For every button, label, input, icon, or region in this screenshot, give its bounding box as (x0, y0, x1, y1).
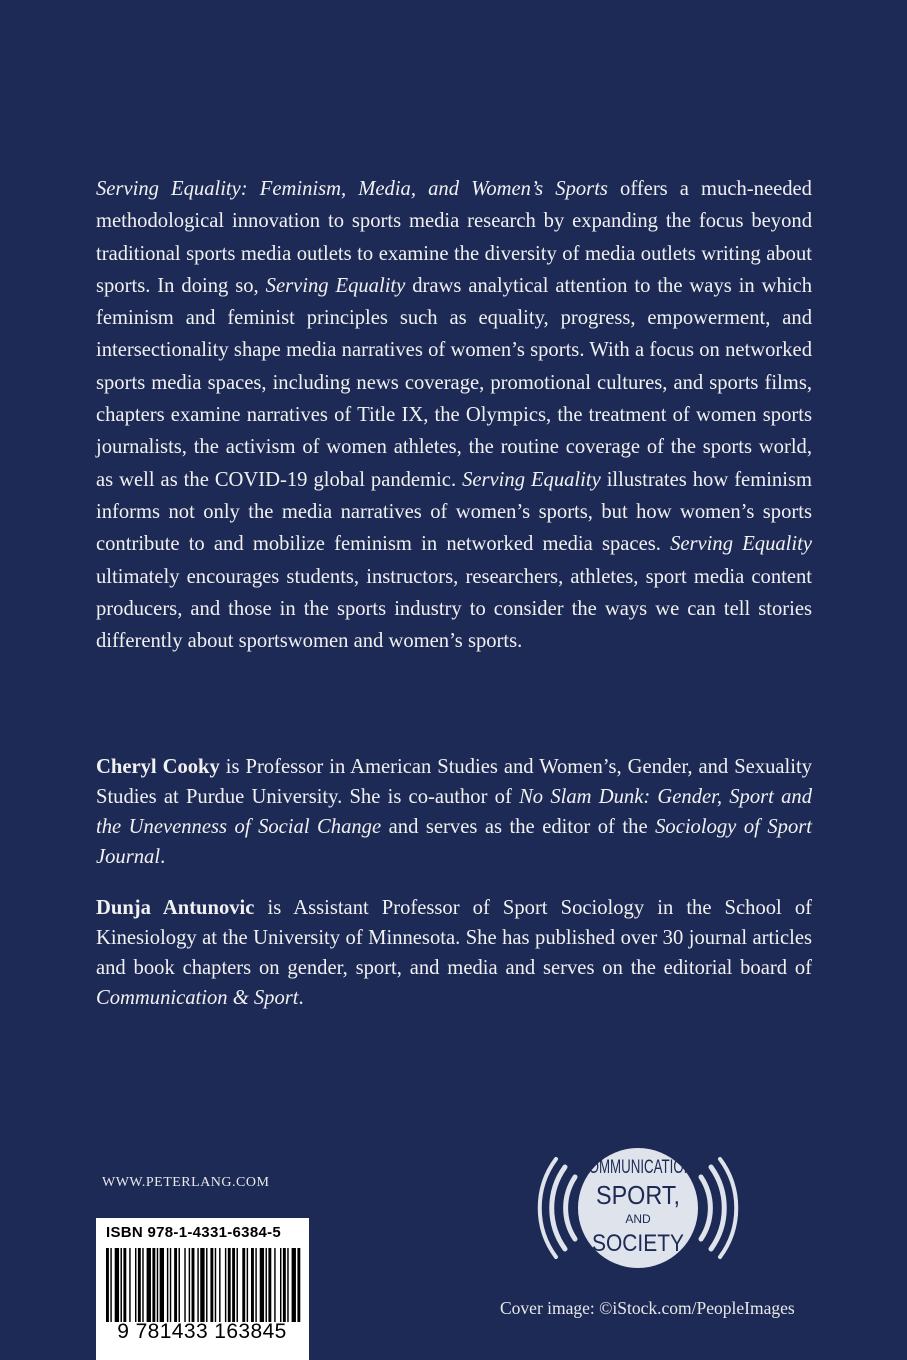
barcode-bar (292, 1248, 296, 1322)
blurb-short-title-3: Serving Equality (670, 533, 812, 556)
barcode-bar (266, 1248, 267, 1322)
barcode-bar (152, 1248, 155, 1322)
barcode-bar (197, 1248, 198, 1322)
barcode-bar (115, 1248, 119, 1322)
barcode-bar (106, 1248, 109, 1322)
barcode-bar (200, 1248, 204, 1322)
barcode-bar (167, 1248, 168, 1322)
logo-line-and: AND (625, 1212, 651, 1226)
blurb-text-3: illustrates how feminism informs not only the media narratives of women’s sports, but how women’s sports contribute to and mobilize feminism in networked media spaces. (96, 468, 812, 556)
barcode-bar (287, 1248, 288, 1322)
barcode-bar (110, 1248, 111, 1322)
logo-line-communication: COMMUNICATION, (579, 1157, 697, 1178)
author-name: Dunja Antunovic (96, 897, 255, 919)
barcode-bar (157, 1248, 158, 1322)
barcode-bar (138, 1248, 141, 1322)
barcode-icon (106, 1248, 299, 1322)
logo-line-society: SOCIETY (592, 1230, 684, 1257)
author-journal-title: Communication & Sport (96, 987, 299, 1009)
barcode-bar (297, 1248, 300, 1322)
barcode-digits: 9 781433 163845 (117, 1320, 287, 1343)
isbn-label: ISBN 978-1-4331-6384-5 (106, 1224, 282, 1241)
author-bio-text: is Professor in American Studies and Women’s, Gender, and Sexuality Studies at Purdue University. She is co-author of (96, 756, 812, 808)
barcode-bar (260, 1248, 264, 1322)
author-bio-text: . (298, 987, 304, 1009)
book-blurb (96, 173, 812, 657)
publisher-url: WWW.PETERLANG.COM (102, 1175, 270, 1190)
barcode-bar (268, 1248, 271, 1322)
author-bio-antunovic (96, 893, 812, 1013)
barcode-bar (210, 1248, 213, 1322)
cover-image-credit: Cover image: ©iStock.com/PeopleImages (500, 1298, 795, 1318)
series-logo (553, 1133, 723, 1283)
barcode-bar (280, 1248, 281, 1322)
author-bio-text: is Assistant Professor of Sport Sociology in the School of Kinesiology at the University of Minnesota. She has published over 30 journal articles and book chapters on gender, sport, and media and serves on the editorial board of (96, 897, 813, 979)
barcode-bar (237, 1248, 238, 1322)
barcode-bar (129, 1248, 130, 1322)
blurb-text-4: ultimately encourages students, instructors, researchers, athletes, sport media content producers, and those in the sports industry to consider the ways we can tell stories differently about sportswomen and women’s sports. (96, 565, 812, 653)
barcode-bar (255, 1248, 256, 1322)
barcode-bar (121, 1248, 122, 1322)
barcode-bar (225, 1248, 226, 1322)
barcode-bar (274, 1248, 275, 1322)
sound-wave-right-icon (701, 1159, 736, 1257)
barcode-bar (219, 1248, 220, 1322)
barcode-bar (179, 1248, 180, 1322)
barcode-bar (283, 1248, 286, 1322)
barcode-bar (170, 1248, 171, 1322)
barcode-bar (135, 1248, 136, 1322)
author-bio-text: and serves as the editor of the (381, 816, 656, 838)
blurb-short-title-2: Serving Equality (462, 468, 601, 491)
sound-wave-left-icon (540, 1159, 575, 1257)
barcode-bar (206, 1248, 207, 1322)
author-name: Cheryl Cooky (96, 756, 220, 778)
barcode-bar (184, 1248, 185, 1322)
barcode-bar (123, 1248, 126, 1322)
isbn-barcode-panel (96, 1218, 309, 1360)
barcode-bar (147, 1248, 151, 1322)
logo-line-sport: SPORT, (596, 1180, 680, 1210)
author-work-title: No Slam Dunk: Gender, Sport and the Unevenness of Social Change (96, 786, 812, 838)
barcode-bar (192, 1248, 195, 1322)
barcode-bar (242, 1248, 245, 1322)
barcode-bar (247, 1248, 248, 1322)
author-journal-title: Sociology of Sport Journal (96, 816, 812, 868)
blurb-text-2: draws analytical attention to the ways in which feminism and feminist principles such as equality, progress, empowerment, and intersectionality shape media narratives of women’s sports. With a focus on networked sports media spaces, including news coverage, promotional cultures, and sports films, chapters examine narratives of Title IX, the Olympics, the treatment of women sports journalists, the activism of women athletes, the routine coverage of the sports world, as well as the COVID-19 global pandemic. (96, 274, 812, 491)
barcode-bar (160, 1248, 164, 1322)
barcode-bar (215, 1248, 216, 1322)
barcode-bar (228, 1248, 231, 1322)
blurb-text-1: offers a much-needed methodological innovation to sports media research by expanding the focus beyond traditional sports media outlets to examine the diversity of media outlets writing about sports. In doing so, (96, 178, 812, 297)
barcode-bar (232, 1248, 235, 1322)
barcode-bar (251, 1248, 254, 1322)
barcode-bar (174, 1248, 177, 1322)
blurb-title: Serving Equality: Feminism, Media, and Women’s Sports (96, 178, 608, 200)
barcode-bar (142, 1248, 143, 1322)
author-bio-text: . (160, 846, 166, 868)
author-bio-cooky (96, 752, 812, 872)
barcode-bar (189, 1248, 190, 1322)
blurb-short-title-1: Serving Equality (265, 274, 406, 297)
